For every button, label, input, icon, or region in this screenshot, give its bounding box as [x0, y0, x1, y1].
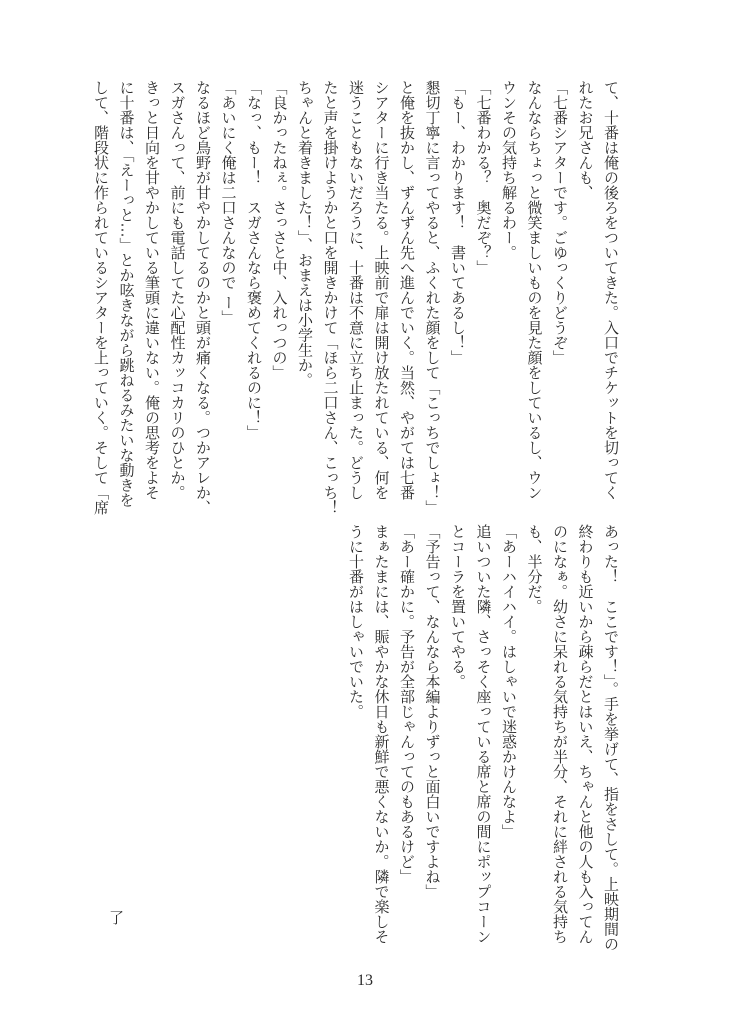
- text-line: 「七番わかる？ 奥だぞ？」: [474, 80, 493, 275]
- text-line: うに十番がはしゃいでいた。: [347, 524, 365, 719]
- text-block-upper: [88, 80, 624, 520]
- end-mark: 了: [107, 910, 125, 925]
- text-line: スガさんって、前にも電話してた心配性カッコカリのひとか。: [168, 80, 187, 500]
- text-line: なるほど鳥野が甘やかしてるのかと頭が痛くなる。つかアレか、: [194, 80, 212, 515]
- text-line: とコーラを置いてやる。: [449, 524, 467, 689]
- text-line: 「予告って、なんなら本編よりずっと面白いですよね」: [423, 524, 442, 899]
- text-line: シアターに行き当たる。上映前で扉は開け放たれている、何を: [372, 80, 391, 500]
- text-line: 迷うこともないだろうに、十番は不意に立ち止まった。どうし: [347, 80, 365, 500]
- text-block-lower: [343, 524, 624, 964]
- text-line: 懇切丁寧に言ってやると、ふくれた顔をして「こっちでしょ！」: [423, 80, 442, 515]
- text-line: 「あーハイハイ。はしゃいで迷惑かけんなよ」: [500, 524, 518, 839]
- text-line: 「あいにく俺は二口さんなので ー」: [219, 80, 238, 325]
- text-line: と俺を抜かし、ずんずん先へ進んでいく。当然、やがては七番: [398, 80, 416, 500]
- text-line: 「なっ、もー！ スガさんなら褒めてくれるのに！」: [245, 80, 263, 440]
- text-line: 「七番シアターです。ごゆっくりどうぞ」: [551, 80, 569, 365]
- text-line: ウンその気持ち解るわー。: [500, 80, 518, 260]
- text-line: て、十番は俺の後ろをついてきた。入口でチケットを切ってく: [602, 80, 620, 500]
- text-line: ちゃんと着きました！」、おまえは小学生か。: [296, 80, 314, 388]
- text-line: あった！ ここです！」。手を挙げて、指をさして。上映期間の: [602, 524, 620, 952]
- text-line: 追いついた隣、さっそく座っている席と席の間にポップコーン: [474, 524, 493, 944]
- text-line: に十番は、「えーっと…」とか呟きながら跳ねるみたいな動きを: [117, 80, 136, 508]
- text-line: のになぁ。幼さに呆れる気持ちが半分、それに絆される気持ち: [551, 524, 569, 944]
- text-line: まぁたまには、賑やかな休日も新鮮で悪くないか。隣で楽しそ: [372, 524, 391, 944]
- text-line: して、階段状に作られているシアターを上っていく。そして「席: [92, 80, 110, 515]
- page-number: 13: [357, 972, 373, 989]
- text-line: なんならちょっと微笑ましいものを見た顔をしているし、ウン: [525, 80, 544, 500]
- text-line: 「あー確かに。予告が全部じゃんってのもあるけど」: [398, 524, 416, 884]
- text-line: 「良かったねぇ。さっさと中、入れっつの」: [270, 80, 289, 380]
- text-line: 終わりも近いから疎らだとはいえ、ちゃんと他の人も入ってん: [576, 524, 595, 944]
- text-line: きっと日向を甘やかしている筆頭に違いない。俺の思考をよそ: [143, 80, 161, 500]
- text-line: れたお兄さんも、: [576, 80, 595, 200]
- text-line: 「もー、わかります！ 書いてあるし！」: [449, 80, 467, 365]
- text-line: も、半分だ。: [525, 524, 544, 614]
- text-line: たと声を掛けようかと口を開きかけて「ほら二口さん、こっち！: [321, 80, 340, 515]
